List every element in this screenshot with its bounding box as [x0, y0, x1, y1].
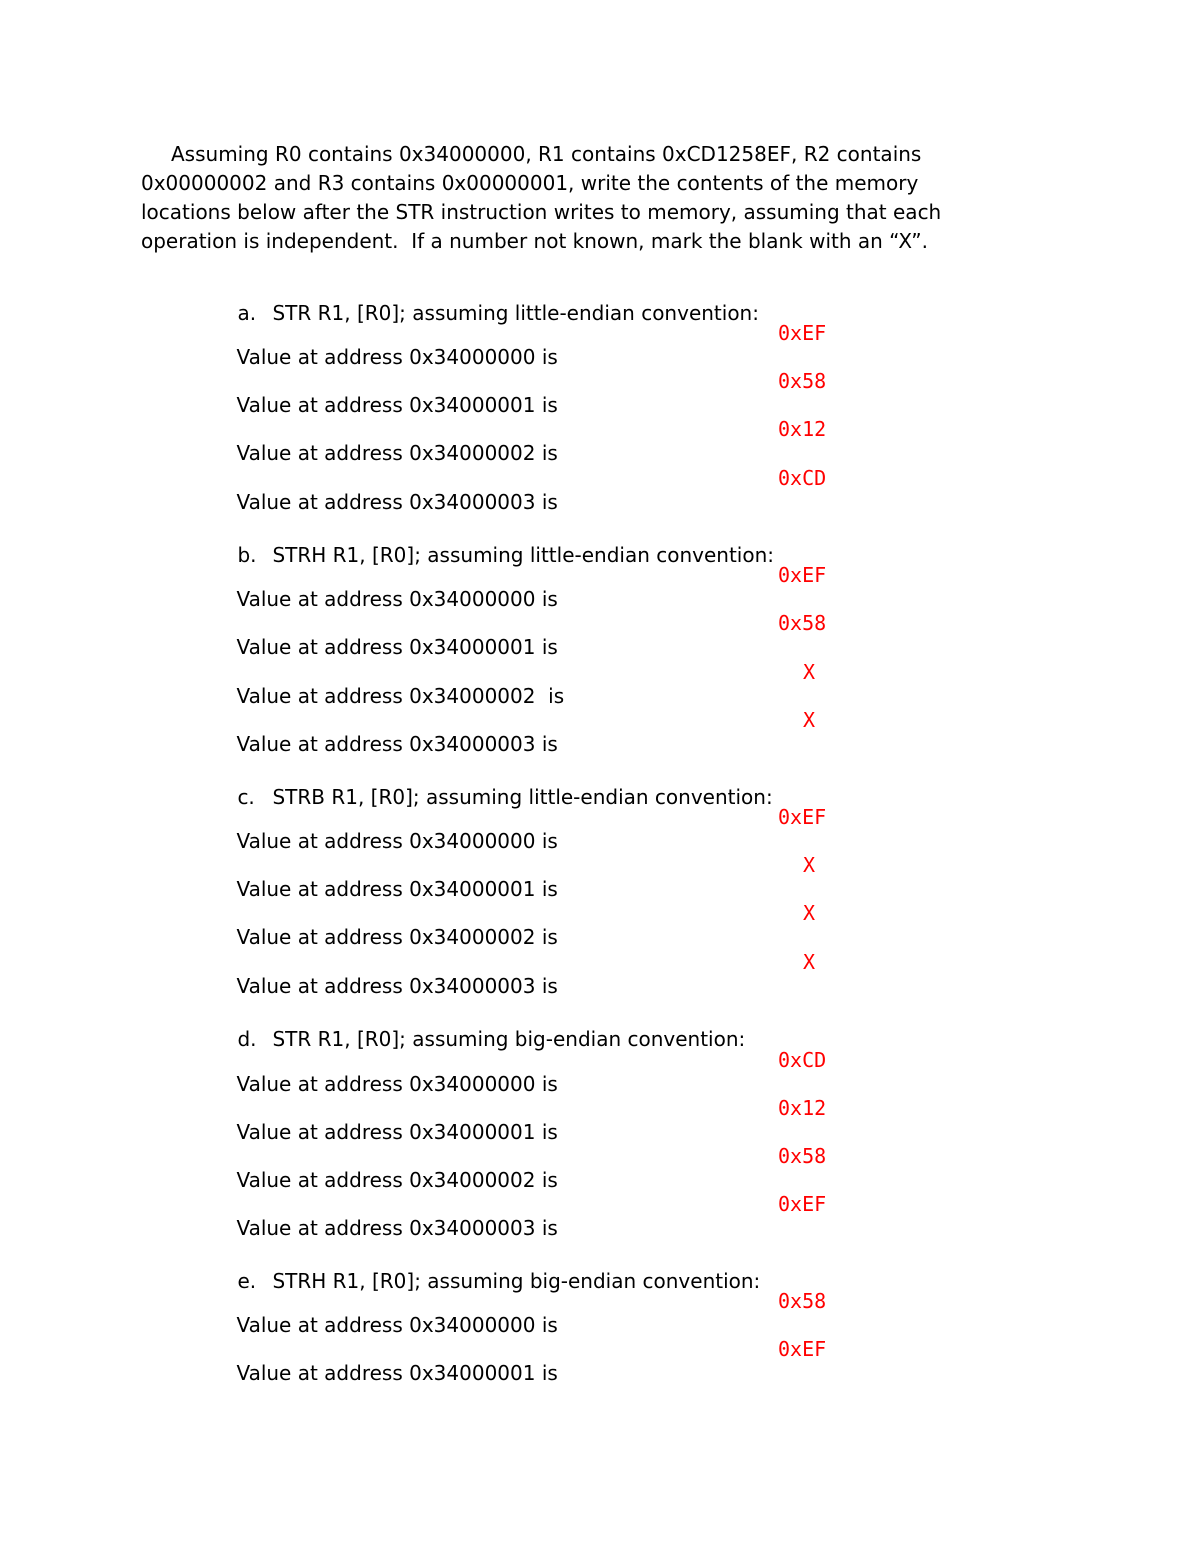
answer-label: Value at address 0x34000001 is	[236, 635, 558, 659]
answer-label: Value at address 0x34000002 is	[236, 925, 558, 949]
answer-label: Value at address 0x34000000 is	[236, 345, 558, 369]
answer-label: Value at address 0x34000002 is	[236, 684, 565, 708]
answer-value: 0xCD	[778, 466, 827, 490]
answer-value: X	[803, 853, 816, 877]
answer-label: Value at address 0x34000001 is	[236, 393, 558, 417]
answer-value: 0x58	[778, 611, 827, 635]
answer-label: Value at address 0x34000003 is	[236, 490, 558, 514]
intro-line: 0x00000002 and R3 contains 0x00000001, write the contents of the memory	[141, 171, 919, 195]
answer-value: 0x58	[778, 1144, 827, 1168]
answer-label: Value at address 0x34000002 is	[236, 1168, 558, 1192]
question-text: STR R1, [R0]; assuming big-endian convention:	[272, 1027, 746, 1051]
answer-label: Value at address 0x34000000 is	[236, 587, 558, 611]
answer-label: Value at address 0x34000001 is	[236, 1120, 558, 1144]
question-text: STRH R1, [R0]; assuming big-endian convention:	[272, 1269, 761, 1293]
answer-label: Value at address 0x34000003 is	[236, 1216, 558, 1240]
question-letter: d.	[237, 1027, 257, 1051]
intro-paragraph	[141, 140, 1021, 256]
answer-label: Value at address 0x34000000 is	[236, 829, 558, 853]
answer-value: 0xCD	[778, 1048, 827, 1072]
answer-value: X	[803, 901, 816, 925]
intro-line: locations below after the STR instruction writes to memory, assuming that each	[141, 200, 942, 224]
question-text: STRB R1, [R0]; assuming little-endian convention:	[272, 785, 773, 809]
answer-value: 0xEF	[778, 805, 827, 829]
answer-label: Value at address 0x34000002 is	[236, 441, 558, 465]
answer-value: 0x12	[778, 417, 827, 441]
answer-value: 0xEF	[778, 1337, 827, 1361]
answer-value: 0x12	[778, 1096, 827, 1120]
answer-label: Value at address 0x34000003 is	[236, 974, 558, 998]
answer-value: 0xEF	[778, 321, 827, 345]
intro-line: operation is independent. If a number not known, mark the blank with an “X”.	[141, 229, 928, 253]
answer-value: 0x58	[778, 1289, 827, 1313]
answer-value: 0xEF	[778, 563, 827, 587]
question-text: STRH R1, [R0]; assuming little-endian convention:	[272, 543, 775, 567]
answer-label: Value at address 0x34000000 is	[236, 1313, 558, 1337]
answer-label: Value at address 0x34000000 is	[236, 1072, 558, 1096]
question-letter: a.	[237, 301, 257, 325]
answer-value: 0xEF	[778, 1192, 827, 1216]
answer-label: Value at address 0x34000001 is	[236, 1361, 558, 1385]
question-text: STR R1, [R0]; assuming little-endian convention:	[272, 301, 759, 325]
intro-line: Assuming R0 contains 0x34000000, R1 contains 0xCD1258EF, R2 contains	[171, 142, 922, 166]
answer-value: X	[803, 660, 816, 684]
answer-line	[211, 1337, 827, 1433]
answer-value: X	[803, 708, 816, 732]
answer-label: Value at address 0x34000003 is	[236, 732, 558, 756]
answer-value: 0x58	[778, 369, 827, 393]
question-letter: b.	[237, 543, 257, 567]
answer-label: Value at address 0x34000001 is	[236, 877, 558, 901]
question-letter: e.	[237, 1269, 257, 1293]
question-letter: c.	[237, 785, 255, 809]
answer-value: X	[803, 950, 816, 974]
